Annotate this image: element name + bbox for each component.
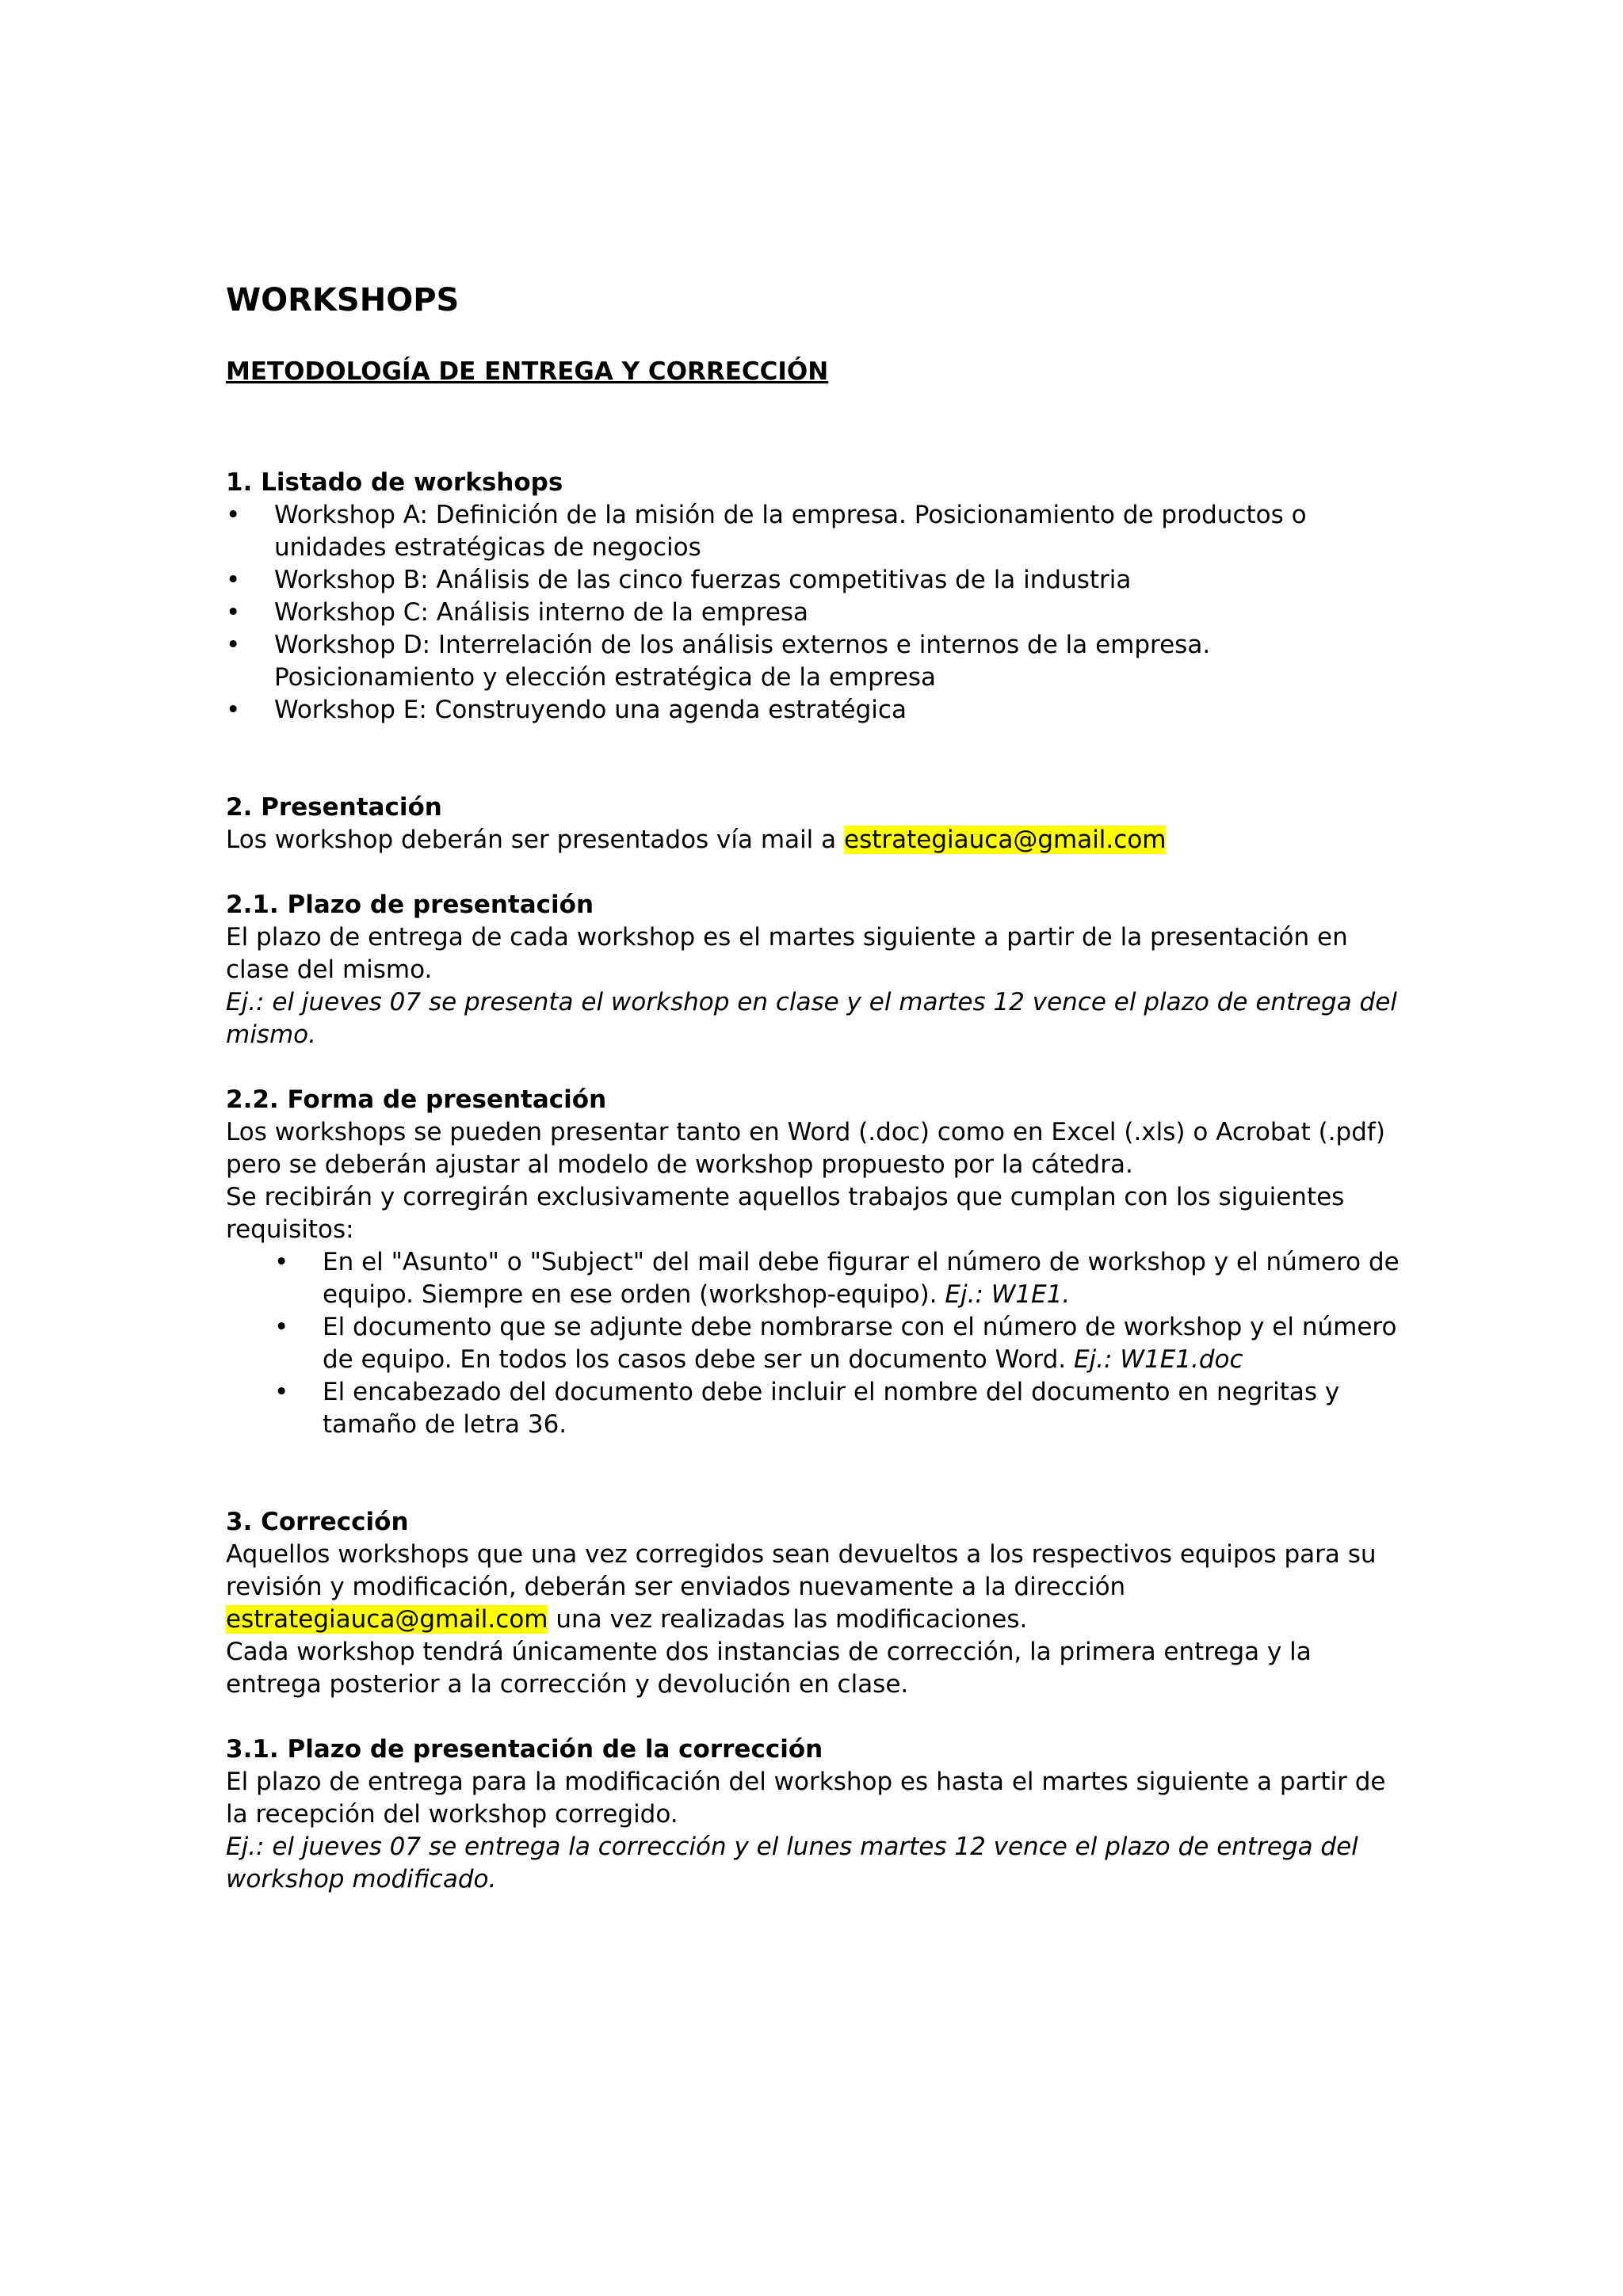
document-body	[226, 281, 1415, 1896]
bullet-icon: •	[226, 566, 241, 595]
list-item-text: Workshop A: Definición de la misión de la empresa. Posicionamiento de productos o unidades estratégicas de negocios	[274, 501, 1307, 563]
bullet-icon: •	[226, 598, 241, 627]
section-3-text: Aquellos workshops que una vez corregidos sean devueltos a los respectivos equipos para su revisión y modificación, deberán ser enviados nuevamente a la dirección estrategiauca@gmail.com una vez realizadas las modificaciones.	[226, 1540, 1377, 1634]
section-2-heading: 2. Presentación	[226, 793, 442, 822]
section-1-heading: 1. Listado de workshops	[226, 468, 563, 498]
list-item	[226, 597, 1415, 629]
bullet-icon: •	[226, 501, 241, 530]
section-2-text: Los workshop deberán ser presentados vía mail a estrategiauca@gmail.com	[226, 826, 1167, 855]
section-3-heading: 3. Corrección	[226, 1508, 409, 1537]
section-2-2-heading: 2.2. Forma de presentación	[226, 1085, 607, 1115]
bullet-icon: •	[274, 1248, 289, 1277]
list-item: • El documento que se adjunte debe nombrarse con el número de workshop y el número de equipo. En todos los casos debe ser un documento Word. Ej.: W1E1.doc	[274, 1313, 1397, 1375]
list-item	[226, 694, 1415, 727]
bullet-icon: •	[274, 1378, 289, 1407]
list-item-text: Workshop C: Análisis interno de la empresa	[274, 598, 809, 627]
document-title: WORKSHOPS	[226, 282, 460, 318]
list-item-text: Workshop B: Análisis de las cinco fuerzas competitivas de la industria	[274, 566, 1132, 595]
section-3-1-text: El plazo de entrega para la modificación del workshop es hasta el martes siguiente a partir de la recepción del workshop corregido.	[226, 1768, 1386, 1829]
bullet-icon: •	[226, 696, 241, 725]
section-2-2-text: Los workshops se pueden presentar tanto en Word (.doc) como en Excel (.xls) o Acrobat (.pdf) pero se deberán ajustar al modelo de workshop propuesto por la cátedra.	[226, 1118, 1385, 1180]
list-item	[226, 499, 1415, 564]
email-link[interactable]: estrategiauca@gmail.com	[844, 826, 1167, 855]
bullet-icon: •	[226, 631, 241, 660]
workshop-list	[226, 499, 1415, 727]
list-item-text: Workshop E: Construyendo una agenda estratégica	[274, 696, 907, 725]
section-2-2-requirements-intro: Se recibirán y corregirán exclusivamente aquellos trabajos que cumplan con los siguientes requisitos:	[226, 1183, 1345, 1245]
section-3-1-example: Ej.: el jueves 07 se entrega la corrección y el lunes martes 12 vence el plazo de entrega del workshop modificado.	[226, 1833, 1358, 1894]
list-item-text: Workshop D: Interrelación de los análisis externos e internos de la empresa. Posicionamiento y elección estratégica de la empresa	[274, 631, 1211, 692]
email-link[interactable]: estrategiauca@gmail.com	[226, 1605, 548, 1634]
section-2-1-heading: 2.1. Plazo de presentación	[226, 891, 594, 920]
section-3-text-2: Cada workshop tendrá únicamente dos instancias de corrección, la primera entrega y la entrega posterior a la corrección y devolución en clase.	[226, 1638, 1312, 1699]
list-item: • En el "Asunto" o "Subject" del mail debe figurar el número de workshop y el número de equipo. Siempre en ese orden (workshop-equipo). Ej.: W1E1.	[274, 1248, 1400, 1310]
requirements-list	[226, 1246, 1415, 1441]
list-item	[226, 629, 1415, 694]
section-3-1-heading: 3.1. Plazo de presentación de la corrección	[226, 1735, 823, 1764]
section-2-1-example: Ej.: el jueves 07 se presenta el workshop en clase y el martes 12 vence el plazo de entrega del mismo.	[226, 988, 1397, 1050]
bullet-icon: •	[274, 1313, 289, 1342]
document-subtitle: METODOLOGÍA DE ENTREGA Y CORRECCIÓN	[226, 357, 829, 386]
section-2-1-text: El plazo de entrega de cada workshop es el martes siguiente a partir de la presentación en clase del mismo.	[226, 923, 1348, 985]
list-item: • El encabezado del documento debe incluir el nombre del documento en negritas y tamaño de letra 36.	[274, 1378, 1340, 1440]
list-item	[226, 564, 1415, 597]
